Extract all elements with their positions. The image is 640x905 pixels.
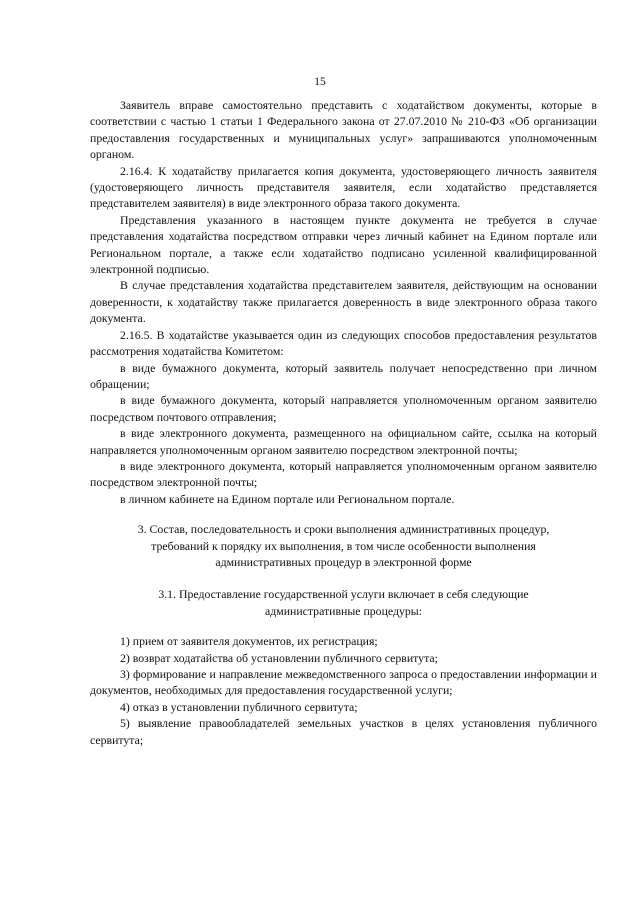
subsection-heading-line: 3.1. Предоставление государственной услуги включает в себя следующие	[158, 587, 529, 602]
list-item: 1) прием от заявителя документов, их регистрация;	[120, 634, 378, 649]
paragraph: Представления указанного в настоящем пункте документа не требуется в случае представления ходатайства посредством отправки через личный кабинет на Едином портале или Региональном портале, а также если ходатайство подписано усиленной квалифицированной электронной подписью.	[90, 212, 597, 277]
paragraph: в виде бумажного документа, который заявитель получает непосредственно при личном обращении;	[90, 360, 597, 391]
section-heading-line: требований к порядку их выполнения, в том числе особенности выполнения	[151, 538, 536, 553]
document-body	[90, 97, 597, 748]
section-heading-line: 3. Состав, последовательность и сроки выполнения административных процедур,	[137, 522, 550, 537]
list-item: 3) формирование и направление межведомственного запроса о предоставлении информации и документов, необходимых для предоставления государственной услуги;	[90, 667, 597, 698]
section-heading	[90, 521, 597, 570]
paragraph: в личном кабинете на Едином портале или Региональном портале.	[120, 491, 455, 506]
section-heading-line: административных процедур в электронной форме	[215, 554, 472, 569]
paragraph: в виде бумажного документа, который направляется уполномоченным органом заявителю посредством почтового отправления;	[90, 393, 597, 424]
page-number: 15	[314, 76, 326, 88]
paragraph: Заявитель вправе самостоятельно представить с ходатайством документы, которые в соответствии с частью 1 статьи 1 Федерального закона от 27.07.2010 № 210-ФЗ «Об организации предоставления государственных и муниципальных услуг» запрашиваются уполномоченным органом.	[90, 98, 597, 162]
list-item: 2) возврат ходатайства об установлении публичного сервитута;	[120, 650, 438, 665]
paragraph: в виде электронного документа, который направляется уполномоченным органом заявителю посредством электронной почты;	[90, 458, 597, 490]
paragraph: 2.16.5. В ходатайстве указывается один из следующих способов предоставления результатов рассмотрения ходатайства Комитетом:	[90, 327, 597, 359]
list-item: 4) отказ в установлении публичного сервитута;	[120, 699, 358, 714]
list-item: 5) выявление правообладателей земельных участков в целях установления публичного сервитута;	[90, 716, 597, 747]
paragraph: 2.16.4. К ходатайству прилагается копия документа, удостоверяющего личность заявителя (удостоверяющего личность представителя заявителя, если ходатайство представляется представителем заявителя) в виде электронного образа такого документа.	[90, 163, 597, 211]
subsection-heading-line: административные процедуры:	[265, 603, 422, 618]
paragraph: в виде электронного документа, размещенного на официальном сайте, ссылка на который направляется уполномоченным органом заявителю посредством электронной почты;	[90, 426, 597, 457]
subsection-heading	[90, 586, 597, 619]
paragraph: В случае представления ходатайства представителем заявителя, действующим на основании доверенности, к ходатайству также прилагается доверенность в виде электронного образа такого документа.	[90, 278, 597, 326]
